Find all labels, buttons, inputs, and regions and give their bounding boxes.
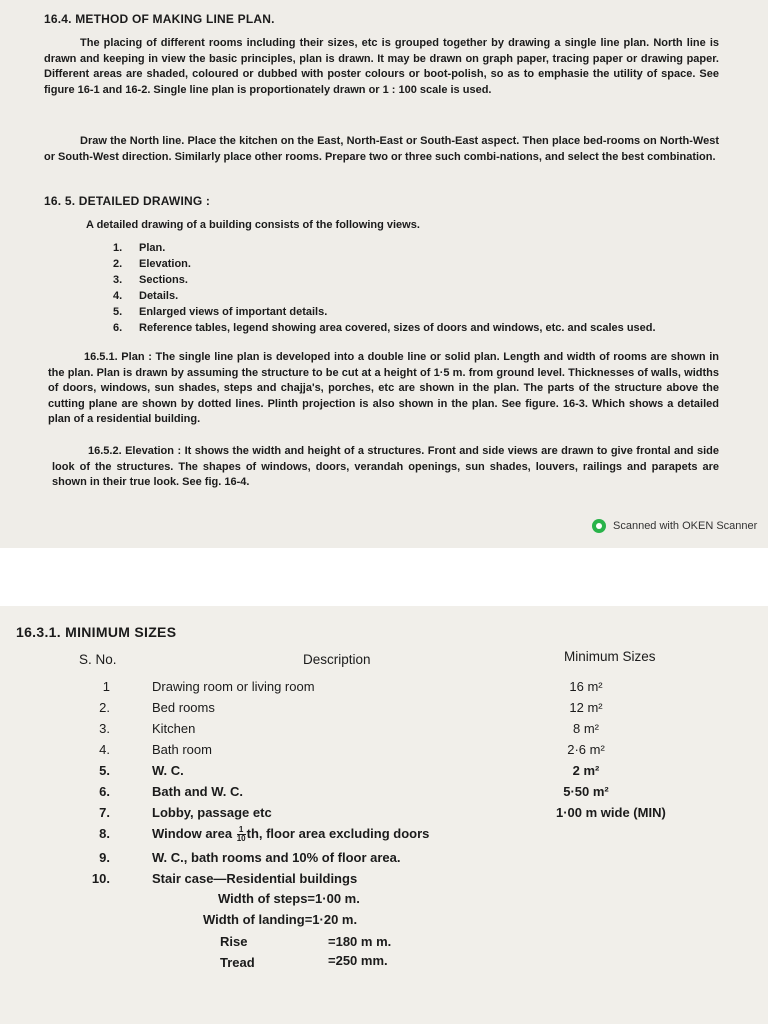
list-number: 3. bbox=[113, 274, 123, 286]
row-number: 6. bbox=[99, 784, 110, 799]
table-row bbox=[0, 700, 768, 721]
paragraph-line-plan: The placing of different rooms including their sizes, etc is grouped together by drawing a single line plan. North line is drawn and keeping in view the basic principles, plan is drawn. It may be drawn on graph paper, tracing paper or drawing paper. Different areas are shaded, coloured or dubbed with poster colours or boot-polish, so as to emphasie the utility of space. See figure 16-1 and 16-2. Single line plan is proportionately drawn or 1 : 100 scale is used. bbox=[44, 37, 719, 96]
row-size: 8 m² bbox=[573, 721, 599, 736]
list-item bbox=[113, 272, 656, 288]
fraction-numerator: 1 bbox=[238, 825, 244, 835]
list-number: 1. bbox=[113, 242, 123, 254]
detailed-drawing-lead: A detailed drawing of a building consists of the following views. bbox=[86, 219, 420, 231]
table-row bbox=[0, 871, 768, 892]
row-size: 12 m² bbox=[569, 700, 603, 715]
column-header-sno: S. No. bbox=[79, 652, 117, 667]
list-item bbox=[113, 240, 656, 256]
row-number: 4. bbox=[99, 742, 110, 757]
stair-rise-label: Rise bbox=[220, 934, 248, 949]
list-number: 2. bbox=[113, 258, 123, 270]
row-description: Kitchen bbox=[152, 721, 196, 736]
window-area-label: Window area bbox=[152, 826, 233, 841]
table-row bbox=[0, 784, 768, 805]
row-number: 2. bbox=[99, 700, 110, 715]
list-item bbox=[113, 256, 656, 272]
list-text: Plan. bbox=[139, 242, 166, 254]
table-row bbox=[0, 742, 768, 763]
fraction-one-tenth bbox=[237, 826, 246, 843]
list-number: 4. bbox=[113, 290, 123, 302]
list-number: 5. bbox=[113, 306, 123, 318]
list-item bbox=[113, 320, 656, 336]
row-description: W. C., bath rooms and 10% of floor area. bbox=[152, 850, 401, 865]
paragraph-north-line: Draw the North line. Place the kitchen on the East, North-East or South-East aspect. Then place bed-rooms on North-West or South-West direction. Similarly place other rooms. Prepare two or three such combi-nations, and select the best combination. bbox=[44, 135, 719, 163]
heading-minimum-sizes: 16.3.1. MINIMUM SIZES bbox=[16, 624, 177, 640]
list-text: Sections. bbox=[139, 274, 188, 286]
row-description: W. C. bbox=[152, 763, 184, 778]
list-item bbox=[113, 304, 656, 320]
table-row bbox=[0, 850, 768, 871]
list-text: Elevation. bbox=[139, 258, 191, 270]
row-size: 2 m² bbox=[572, 763, 600, 778]
row-description: Lobby, passage etc bbox=[152, 805, 272, 820]
row-size: 16 m² bbox=[569, 679, 603, 694]
row-description: Bath room bbox=[152, 742, 212, 757]
row-description: Bed rooms bbox=[152, 700, 215, 715]
list-number: 6. bbox=[113, 322, 123, 334]
list-text: Details. bbox=[139, 290, 179, 302]
column-header-minimum-sizes: Minimum Sizes bbox=[564, 649, 656, 664]
table-row bbox=[0, 763, 768, 784]
row-description bbox=[152, 826, 429, 843]
row-number: 3. bbox=[99, 721, 110, 736]
column-header-description: Description bbox=[303, 652, 371, 667]
scanner-watermark bbox=[592, 519, 757, 533]
list-text: Enlarged views of important details. bbox=[139, 306, 328, 318]
table-row bbox=[0, 679, 768, 700]
scanner-logo-icon bbox=[592, 519, 606, 533]
row-number: 8. bbox=[99, 826, 110, 841]
row-description: Drawing room or living room bbox=[152, 679, 315, 694]
heading-line-plan: 16.4. METHOD OF MAKING LINE PLAN. bbox=[44, 12, 275, 26]
row-size: 2·6 m² bbox=[567, 742, 605, 757]
row-number: 7. bbox=[99, 805, 110, 820]
stair-tread-value: =250 mm. bbox=[328, 953, 388, 968]
scanner-label: Scanned with OKEN Scanner bbox=[613, 520, 758, 532]
row-size: 5·50 m² bbox=[563, 784, 609, 799]
table-row bbox=[0, 805, 768, 826]
stair-tread-label: Tread bbox=[220, 955, 255, 970]
row-description: Bath and W. C. bbox=[152, 784, 243, 799]
table-row bbox=[0, 721, 768, 742]
window-area-rest: th, floor area excluding doors bbox=[246, 826, 430, 841]
row-size: 1·00 m wide (MIN) bbox=[556, 805, 666, 820]
fraction-denominator: 10 bbox=[236, 834, 246, 844]
stair-rise-value: =180 m m. bbox=[328, 934, 392, 949]
heading-detailed-drawing: 16. 5. DETAILED DRAWING : bbox=[44, 194, 211, 208]
table-row bbox=[0, 826, 768, 847]
row-description: Stair case—Residential buildings bbox=[152, 871, 358, 886]
page-gap bbox=[0, 548, 768, 606]
paragraph-plan: 16.5.1. Plan : The single line plan is developed into a double line or solid plan. Length and width of rooms are shown in the plan. Plan is drawn by assuming the structure to be cut at a height of 1·5 m. from ground level. Thicknesses of walls, widths of doors, windows, sun shades, steps and chajja's, porches, etc are shown in the plan. The parts of the structure above the cutting plane are shown by dotted lines. Plinth projection is also shown in the plan. See figure. 16-3. Which shows a detailed plan of a residential building. bbox=[48, 351, 719, 425]
stair-width-steps: Width of steps=1·00 m. bbox=[218, 891, 360, 906]
row-number: 5. bbox=[99, 763, 110, 778]
list-text: Reference tables, legend showing area covered, sizes of doors and windows, etc. and scales used. bbox=[139, 322, 656, 334]
list-item bbox=[113, 288, 656, 304]
paragraph-elevation: 16.5.2. Elevation : It shows the width and height of a structures. Front and side views are drawn to give frontal and side look of the structures. The shapes of windows, doors, verandah openings, sun shades, louvers, railings and parapets are shown in their true look. See fig. 16-4. bbox=[52, 445, 719, 488]
stair-width-landing: Width of landing=1·20 m. bbox=[203, 912, 358, 927]
row-number: 10. bbox=[91, 871, 110, 886]
views-list bbox=[113, 240, 656, 336]
row-number: 9. bbox=[99, 850, 110, 865]
row-number: 1 bbox=[102, 679, 110, 694]
